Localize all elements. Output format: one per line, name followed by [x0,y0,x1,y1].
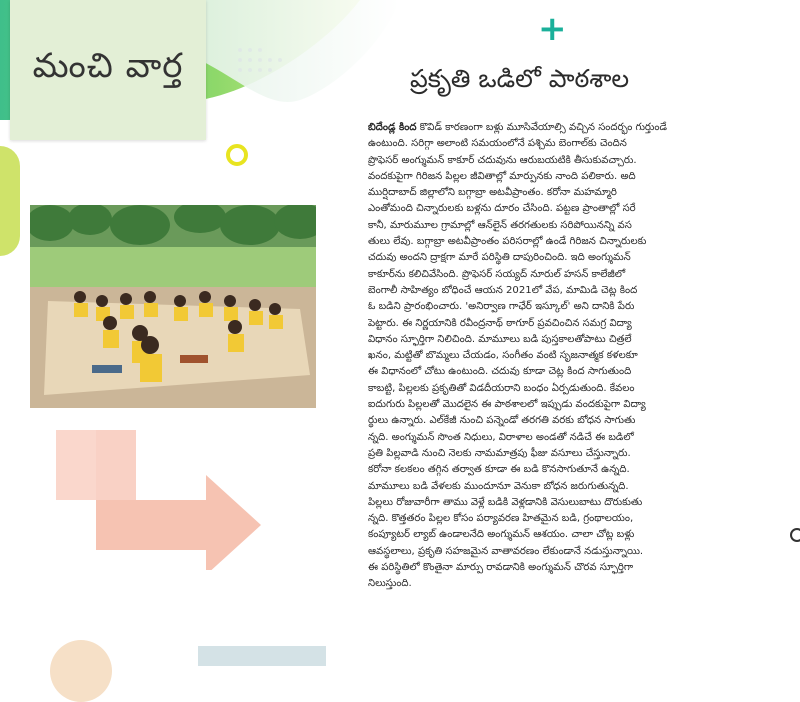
article-line: ఓ బడిని ప్రారంభించారు. 'అనిర్వాణ గాఛేర్ ఇస్కూల్' అని దానికి పేరు [368,301,635,313]
article-headline: ప్రకృతి ఒడిలో పాఠశాల [410,64,630,93]
article-lead: బిదేండ్ల కింద [368,122,417,133]
article-line: కంప్యూటర్ ల్యాబ్ ఉండాలనేది అంగ్శుమన్ ఆశయం. చాలా చోట్ల బళ్లు [368,529,635,541]
article-line: చదువు అందని ద్రాక్షగా మారే పరిస్థితి దాపురించింది. ఇది అంగ్శుమన్ [368,252,631,264]
article-line: ఆవస్థలాలు, ప్రకృతి సహజమైన వాతావరణం లేకుండానే నడుస్తున్నాయి. [368,545,644,557]
article-line: విధానం స్ఫూర్తిగా నిలిచింది. మామూలు బడి పుస్తకాలతోపాటు చిత్రలే [368,333,632,345]
plus-icon: + [538,9,567,49]
article-line: న్నది. కొత్తతరం పిల్లల కోసం పర్యావరణ హితమైన బడి, గ్రంథాలయం, [368,513,634,525]
article-line: ఈ విధానంలో చోటు ఉంటుంది. చదువు కూడా చెట్ల కింద సాగుతుంది [368,366,632,378]
article-line: ముర్షిదాబాద్ జిల్లాలోని బగ్గాబ్రా అటవీప్రాంతం. కరోనా మహమ్మారి [368,187,617,199]
article-line: కరోనా కలకలం తగ్గిన తర్వాత కూడా ఈ బడి కొనసాగుతూనే ఉన్నది. [368,464,630,476]
article-line: కాబట్టి, పిల్లలకు ప్రకృతితో విడదీయరాని బంధం ఏర్పడుతుంది. కేవలం [368,382,635,394]
article-line: ఖనం, మట్టితో బొమ్మలు చేయడం, సంగీతం వంటి సృజనాత్మక కళలకూ [368,350,638,362]
article-line: కాకూర్‌ను కలిచివేసింది. ప్రొఫెసర్ సయ్యద్ నూరుల్ హసన్ కాలేజీలో [368,268,626,280]
article-line: వందకుపైగా గిరిజన పిల్లల జీవితాల్లో మార్పునకు నాంది పలికారు. అది [368,170,636,182]
article-line: బిదేండ్ల కింద కొవిడ్ కారణంగా బళ్లు మూసివేయాల్సి వచ్చిన సందర్భం గుర్తుండే [368,122,667,133]
crop-mark-icon [790,528,800,542]
decorative-arrow [56,430,266,570]
article-line: పెట్టారు. ఈ నిర్ణయానికి రవీంద్రనాథ్ ఠాగూర్ ప్రవచించిన సమగ్ర విద్యా [368,317,632,329]
decorative-circle [50,640,112,702]
article-line: పిల్లలు రోజువారీగా తాము వెళ్లే బడికి వెళ్లడానికి వెసులుబాటు దొరుకుతు [368,496,643,508]
article-line: ఈ పరిస్థితిలో కొంతైనా మార్పు రావడానికి అంగ్శుమన్ చొరవ స్ఫూర్తిగా [368,562,634,574]
article-line: తులు లేవు. బగ్గాబ్రా అటవీప్రాంతం పరిసరాల్లో ఉండే గిరిజన చిన్నారులకు [368,236,647,248]
section-label: మంచి వార్త [32,46,184,86]
article-line: ప్రొఫెసర్ అంగ్శుమన్ కాకూర్ చదువును ఆరుబయటికి తీసుకువచ్చారు. [368,154,637,166]
decorative-green-shape [0,146,20,256]
article-line: ఎంతోమంది చిన్నారులకు బళ్లను దూరం చేసింది. పట్టణ ప్రాంతాల్లో సరే [368,203,636,215]
article-line: కానీ, మారుమూల గ్రామాల్లో ఆన్‌లైన్ తరగతులకు సరిపోయినన్ని వస [368,219,632,231]
photo-children-studying-outdoors [30,205,316,408]
decorative-ring [226,144,248,166]
article-line: మామూలు బడి వేళలకు ముందూనూ వెనుకా బోధన జరుగుతున్నది. [368,480,629,492]
article-line: ఉంటుంది. సరిగ్గా అలాంటి సమయంలోనే పశ్చిమ బెంగాల్‌కు చెందిన [368,138,627,150]
article-line: న్నది. అంగ్శుమన్ సొంత నిధులు, విరాళాల అండతో నడిచే ఈ బడిలో [368,431,634,443]
article-body [368,120,692,593]
decorative-box [198,646,326,666]
article-line: ప్రతి పిల్లవాడి నుంచి నెలకు నామమాత్రపు ఫీజు వసూలు చేస్తున్నారు. [368,447,631,459]
article-line: బెంగాలీ సాహిత్యం బోధించే ఆయన 2021లో వేప, మామిడి చెట్ల కింద [368,284,638,296]
article-line: ఐదుగురు పిల్లలతో మొదలైన ఈ పాఠశాలలో ఇప్పుడు వందకుపైగా విద్యా [368,399,646,411]
section-label-box [10,0,206,140]
article-line: నిలుస్తుంది. [368,578,412,590]
article-line: ర్థులు ఉన్నారు. ఎల్‌కేజీ నుంచి పన్నెండో తరగతి వరకు బోధన సాగుతు [368,415,636,427]
